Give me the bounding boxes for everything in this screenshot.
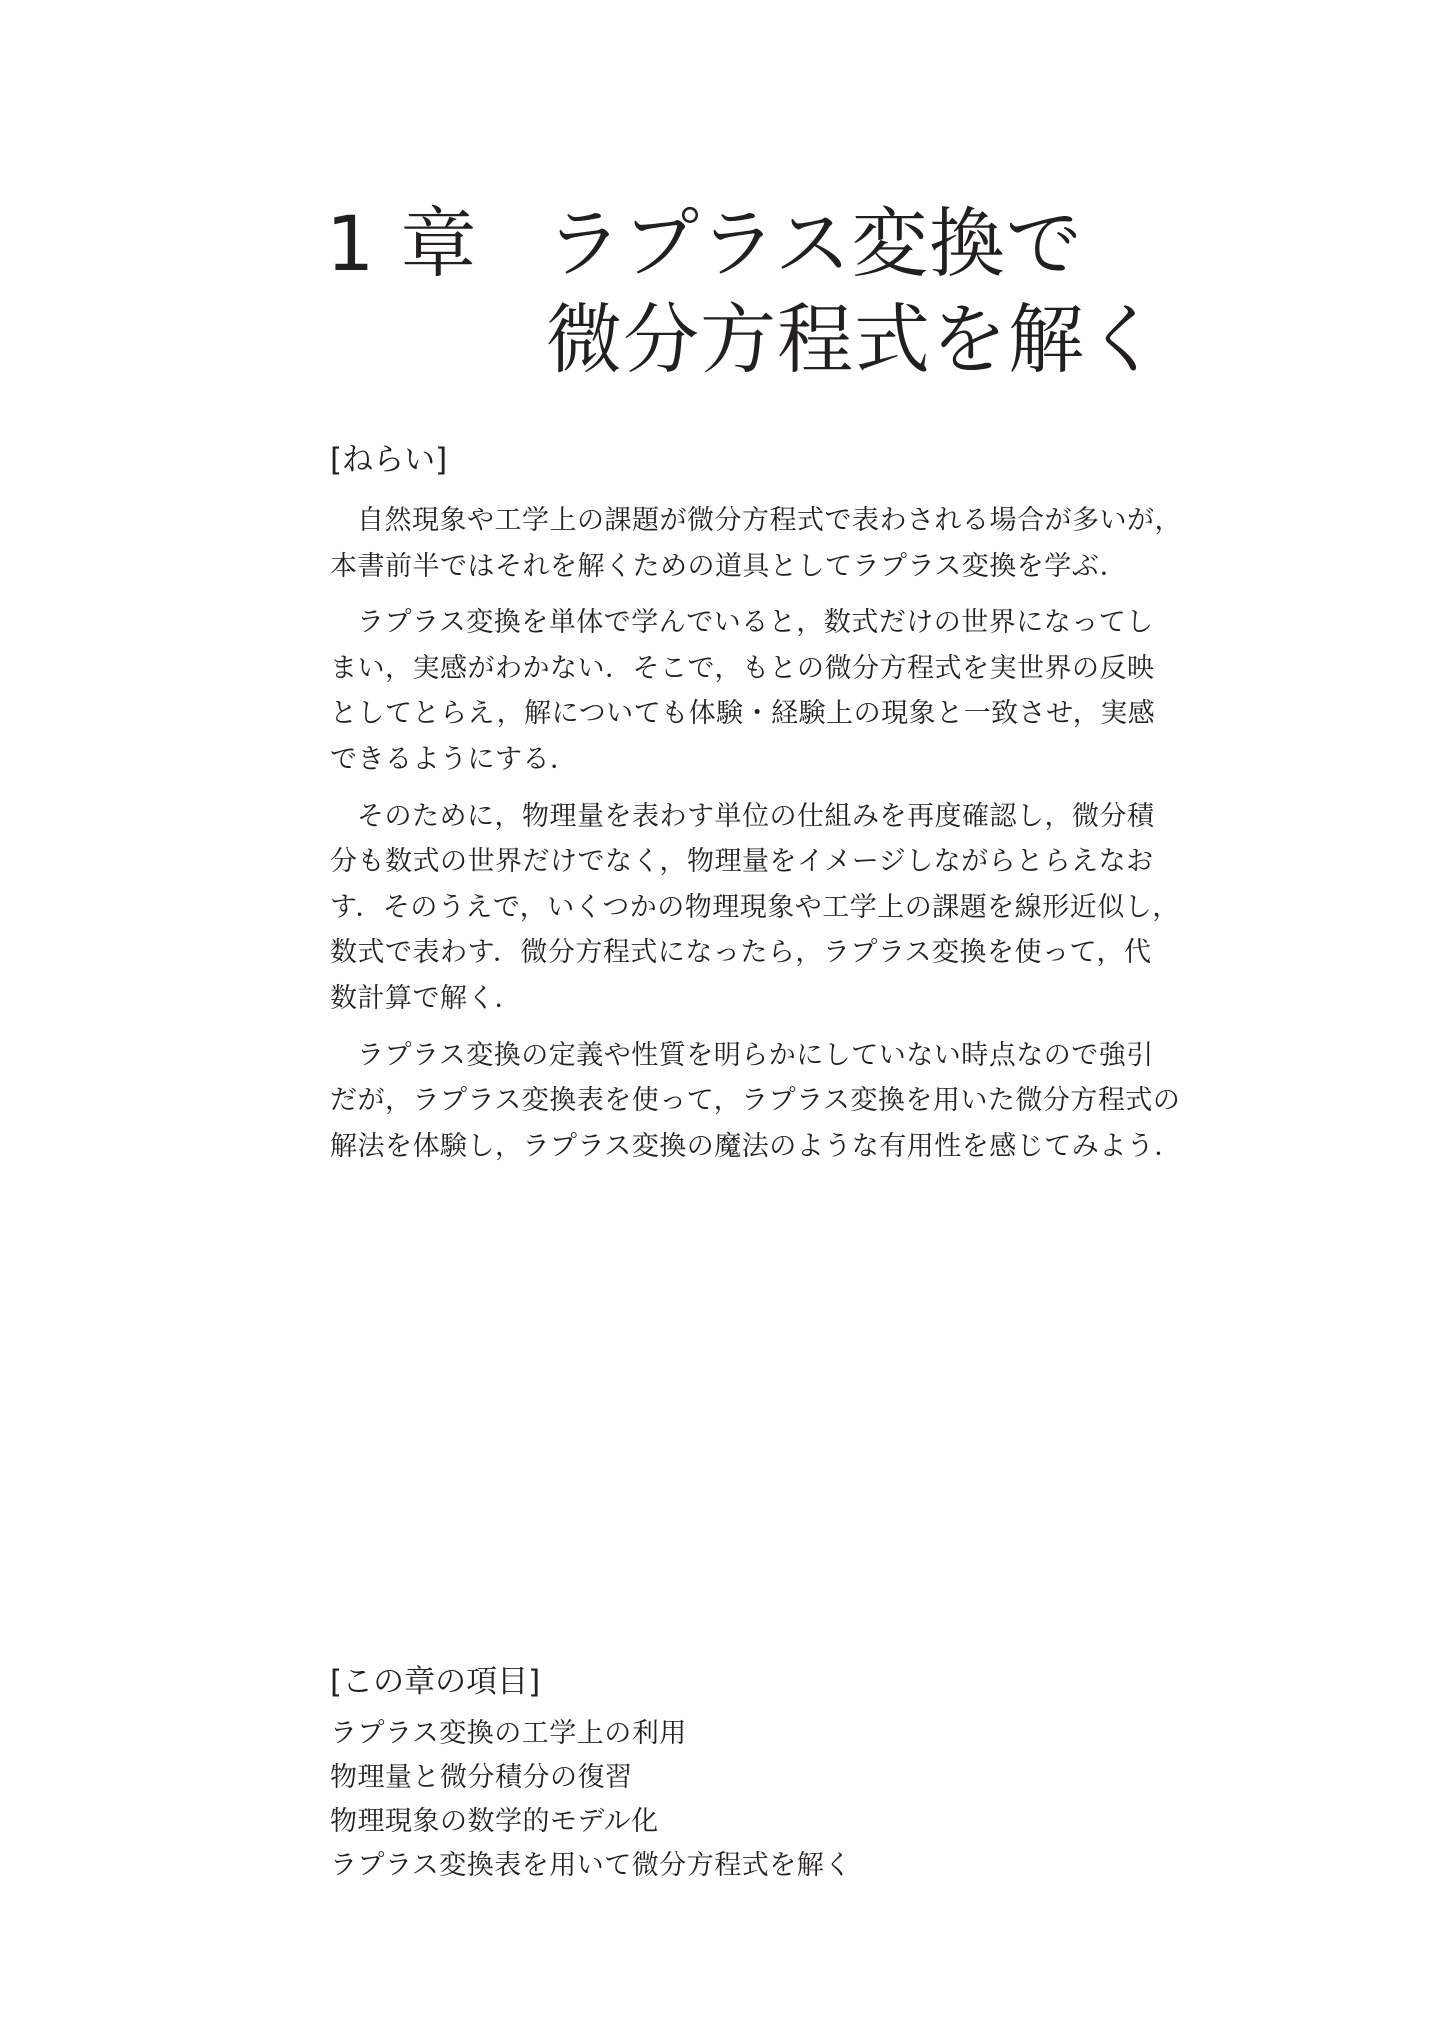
chapter-items-heading: [この章の項目] bbox=[330, 1664, 541, 1700]
chapter-title-row-1 bbox=[326, 196, 1326, 292]
aim-section bbox=[330, 440, 1182, 1180]
paragraph-line: 解法を体験し，ラプラス変換の魔法のような有用性を感じてみよう． bbox=[330, 1130, 1182, 1162]
paragraph-line: 数計算で解く． bbox=[330, 982, 522, 1014]
list-item: 物理量と微分積分の復習 bbox=[330, 1762, 633, 1793]
paragraph-line: 自然現象や工学上の課題が微分方程式で表わされる場合が多いが， bbox=[357, 505, 1182, 536]
aim-paragraph-3 bbox=[330, 794, 1180, 1022]
list-item: 物理現象の数学的モデル化 bbox=[330, 1806, 659, 1837]
paragraph-line: す．そのうえで，いくつかの物理現象や工学上の課題を線形近似し， bbox=[330, 891, 1180, 923]
aim-heading: [ねらい] bbox=[330, 442, 448, 478]
paragraph-line: ラプラス変換の定義や性質を明らかにしていない時点なので強引 bbox=[357, 1039, 1154, 1071]
list-item: ラプラス変換の工学上の利用 bbox=[330, 1718, 687, 1749]
paragraph-line: ラプラス変換を単体で学んでいると，数式だけの世界になってし bbox=[357, 607, 1154, 639]
paragraph-line: できるようにする． bbox=[330, 743, 578, 775]
paragraph-line: 数式で表わす．微分方程式になったら，ラプラス変換を使って，代 bbox=[330, 937, 1152, 969]
chapter-title bbox=[326, 196, 1326, 388]
paragraph-line: 本書前半ではそれを解くための道具としてラプラス変換を学ぶ． bbox=[330, 550, 1128, 582]
list-item: ラプラス変換表を用いて微分方程式を解く bbox=[330, 1850, 852, 1881]
chapter-title-row-2 bbox=[326, 292, 1326, 388]
chapter-title-line-1: ラプラス変換で bbox=[546, 199, 1083, 288]
paragraph-line: 分も数式の世界だけでなく，物理量をイメージしながらとらえなお bbox=[330, 846, 1154, 878]
chapter-items-list bbox=[330, 1712, 1130, 1888]
paragraph-line: だが，ラプラス変換表を使って，ラプラス変換を用いた微分方程式の bbox=[330, 1085, 1181, 1117]
aim-paragraph-4 bbox=[330, 1033, 1182, 1170]
paragraph-line: まい，実感がわかない．そこで，もとの微分方程式を実世界の反映 bbox=[330, 652, 1155, 684]
chapter-title-indent bbox=[326, 292, 546, 388]
aim-paragraph-1 bbox=[330, 498, 1182, 589]
paragraph-line: としてとらえ，解についても体験・経験上の現象と一致させ，実感 bbox=[330, 698, 1156, 730]
chapter-number: 1 章 bbox=[326, 199, 478, 288]
paragraph-line: そのために，物理量を表わす単位の仕組みを再度確認し，微分積 bbox=[357, 800, 1155, 832]
chapter-title-line-2: 微分方程式を解く bbox=[546, 295, 1162, 384]
chapter-items-section bbox=[330, 1662, 1130, 1888]
aim-paragraph-2 bbox=[330, 600, 1156, 782]
